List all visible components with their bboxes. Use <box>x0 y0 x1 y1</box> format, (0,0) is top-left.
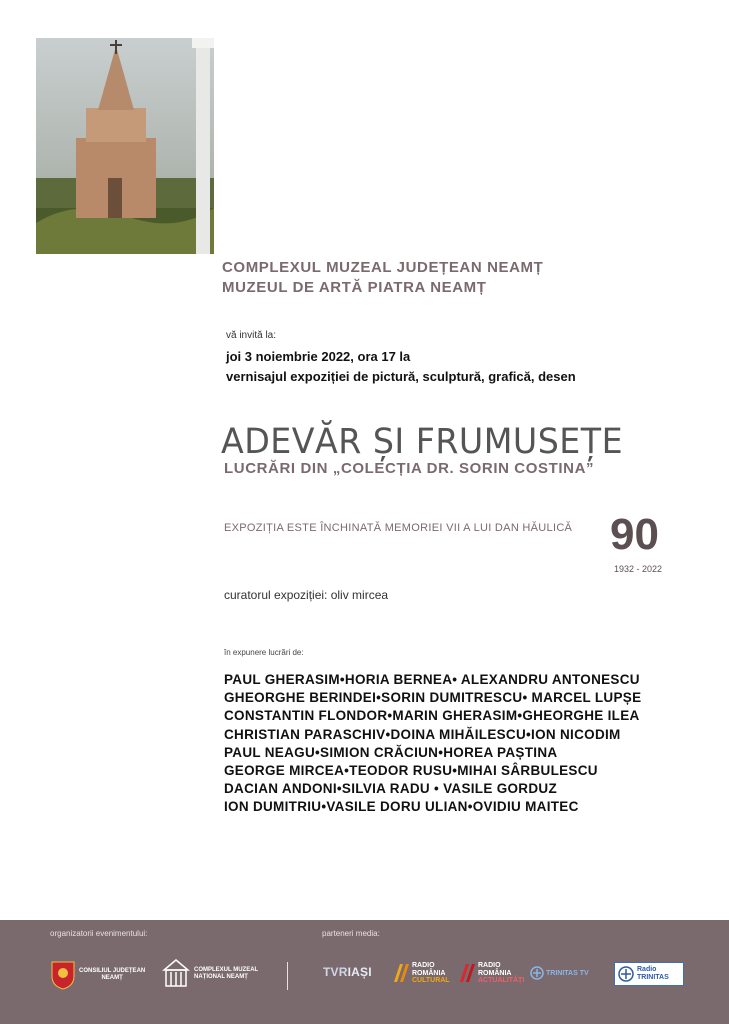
radio-romania-cultural-logo <box>392 962 450 985</box>
radio-trinitas-line2: TRINITAS <box>637 974 669 981</box>
event-date: joi 3 noiembrie 2022, ora 17 la <box>226 349 411 364</box>
exhibition-subtitle: LUCRĂRI DIN „COLECȚIA DR. SORIN COSTINA” <box>224 460 595 477</box>
museum-complex-logo <box>162 958 258 990</box>
rr-cultural-line2: ROMÂNIA <box>412 969 446 977</box>
rr-cultural-line3: CULTURAL <box>412 977 450 984</box>
radio-romania-actualitati-icon <box>458 962 476 984</box>
media-partners-label: parteneri media: <box>322 929 380 938</box>
rr-cultural-line1: RADIO <box>412 962 435 969</box>
church-painting <box>36 38 214 254</box>
organizer-title: COMPLEXUL MUZEAL JUDEȚEAN NEAMȚ <box>222 259 544 276</box>
artists-line: CONSTANTIN FLONDOR•MARIN GHERASIM•GHEORGHE ILEA <box>224 708 640 724</box>
trinitas-cross-icon <box>530 966 544 980</box>
exhibition-title: ADEVĂR ȘI FRUMUSEȚE <box>221 422 624 462</box>
artists-line: GHEORGHE BERINDEI•SORIN DUMITRESCU• MARCEL LUPȘE <box>224 690 642 706</box>
museum-complex-line1: COMPLEXUL MUZEAL <box>194 967 259 973</box>
museum-complex-line2: NAȚIONAL NEAMȚ <box>194 974 248 980</box>
rr-actualitati-line2: ROMÂNIA <box>478 969 512 977</box>
county-council-line2: NEAMȚ <box>101 975 123 981</box>
anniversary-number: 90 <box>610 510 659 559</box>
trinitas-tv-logo <box>530 966 589 980</box>
tvr-text: TVR <box>323 965 348 979</box>
trinitas-tv-text: TRINITAS TV <box>546 969 589 977</box>
museum-building-icon <box>162 958 190 990</box>
artists-line: GEORGE MIRCEA•TEODOR RUSU•MIHAI SÂRBULESCU <box>224 763 598 779</box>
tvr-iasi-logo <box>323 965 372 979</box>
radio-romania-actualitati-logo <box>458 962 524 985</box>
curator-text: curatorul expoziției: oliv mircea <box>224 588 389 602</box>
radio-trinitas-cross-icon <box>618 966 634 982</box>
museum-title: MUZEUL DE ARTĂ PIATRA NEAMȚ <box>222 279 487 296</box>
invitation-intro: vă invită la: <box>226 330 277 341</box>
footer-divider <box>287 962 288 990</box>
event-description: vernisajul expoziției de pictură, sculptură, grafică, desen <box>226 369 576 384</box>
radio-trinitas-logo <box>614 962 684 986</box>
coat-of-arms-icon <box>50 960 76 990</box>
organizers-label: organizatorii evenimentului: <box>50 929 148 938</box>
anniversary-years: 1932 - 2022 <box>614 564 663 574</box>
county-council-line1: CONSILIUL JUDEȚEAN <box>79 968 146 974</box>
iasi-text: IAȘI <box>347 965 372 979</box>
rr-actualitati-line1: RADIO <box>478 962 501 969</box>
artists-line: DACIAN ANDONI•SILVIA RADU • VASILE GORDUZ <box>224 781 558 797</box>
dedication-text: EXPOZIȚIA ESTE ÎNCHINATĂ MEMORIEI VII A LUI DAN HĂULICĂ <box>224 522 573 534</box>
artists-line: ION DUMITRIU•VASILE DORU ULIAN•OVIDIU MAITEC <box>224 799 579 815</box>
artists-line: PAUL NEAGU•SIMION CRĂCIUN•HOREA PAȘTINA <box>224 744 558 760</box>
footer-band <box>0 920 729 1024</box>
artists-line: PAUL GHERASIM•HORIA BERNEA• ALEXANDRU ANTONESCU <box>224 672 640 687</box>
artists-label: în expunere lucrări de: <box>224 648 304 657</box>
radio-trinitas-line1: Radio <box>637 966 657 973</box>
artists-line: CHRISTIAN PARASCHIV•DOINA MIHĂILESCU•ION NICODIM <box>224 726 621 742</box>
artists-list <box>224 671 641 817</box>
rr-actualitati-line3: ACTUALITĂȚI <box>478 977 525 984</box>
county-council-logo <box>50 960 145 990</box>
radio-romania-cultural-icon <box>392 962 410 984</box>
